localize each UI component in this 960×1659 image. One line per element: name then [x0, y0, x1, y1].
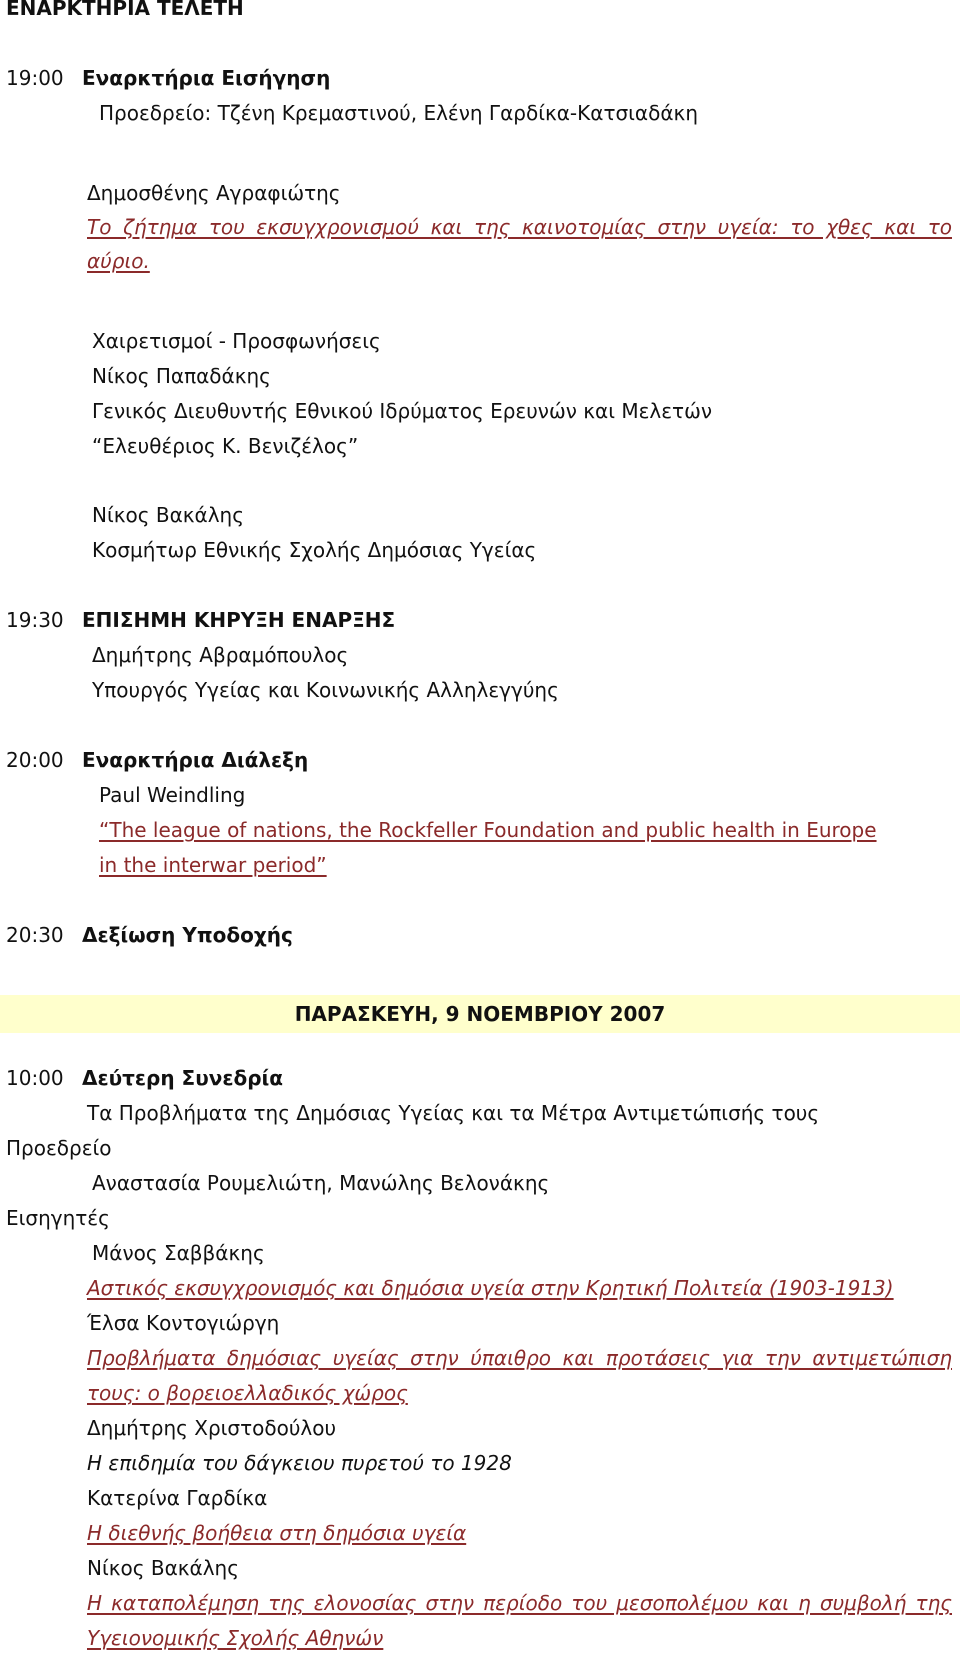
speaker-name: Δημοσθένης Αγραφιώτης — [87, 181, 341, 205]
section-heading: ΕΝΑΡΚΤΗΡΙΑ ΤΕΛΕΤΗ — [6, 0, 244, 20]
talk-title-link-cont[interactable]: τους: ο βορειοελλαδικός χώρος — [87, 1381, 408, 1405]
speaker-name: Paul Weindling — [99, 783, 246, 807]
talk-title-link-cont[interactable]: in the interwar period” — [99, 853, 327, 877]
schedule-item — [6, 923, 293, 947]
time-label: 20:30 — [6, 923, 64, 947]
schedule-item — [6, 66, 330, 90]
session-title: Εναρκτήρια Διάλεξη — [82, 748, 309, 772]
greeter-role: Κοσμήτωρ Εθνικής Σχολής Δημόσιας Υγείας — [92, 538, 537, 562]
schedule-item — [6, 608, 395, 632]
chair-line: Προεδρείο: Τζένη Κρεμαστινού, Ελένη Γαρδίκα-Κατσιαδάκη — [99, 101, 698, 125]
session-title: Εναρκτήρια Εισήγηση — [82, 66, 331, 90]
greeter-name: Νίκος Παπαδάκης — [92, 364, 271, 388]
time-label: 10:00 — [6, 1066, 64, 1090]
talk-title-link[interactable]: Το ζήτημα του εκσυγχρονισμού και της καινοτομίας στην υγεία: το χθες και το — [87, 215, 952, 239]
greeter-role: Γενικός Διευθυντής Εθνικού Ιδρύματος Ερευνών και Μελετών — [92, 399, 713, 423]
time-label: 19:30 — [6, 608, 64, 632]
greeter-name: Νίκος Βακάλης — [92, 503, 244, 527]
talk-title-link[interactable]: Αστικός εκσυγχρονισμός και δημόσια υγεία στην Κρητική Πολιτεία (1903-1913) — [87, 1276, 894, 1300]
chair-label: Προεδρείο — [6, 1136, 112, 1160]
session-title: ΕΠΙΣΗΜΗ ΚΗΡΥΞΗ ΕΝΑΡΞΗΣ — [82, 608, 396, 632]
talk-title-link-cont[interactable]: αύριο. — [87, 249, 150, 273]
time-label: 20:00 — [6, 748, 64, 772]
speaker-name: Κατερίνα Γαρδίκα — [87, 1486, 268, 1510]
talk-title-link-cont[interactable]: Υγειονομικής Σχολής Αθηνών — [87, 1626, 384, 1650]
day-banner-text: ΠΑΡΑΣΚΕΥΗ, 9 ΝΟΕΜΒΡΙΟΥ 2007 — [294, 1002, 666, 1026]
talk-title-link[interactable]: “The league of nations, the Rockfeller Foundation and public health in Europe — [99, 818, 877, 842]
talk-title: Η επιδημία του δάγκειου πυρετού το 1928 — [87, 1451, 512, 1475]
speaker-name: Νίκος Βακάλης — [87, 1556, 239, 1580]
talk-title-link[interactable]: Προβλήματα δημόσιας υγείας στην ύπαιθρο και προτάσεις για την αντιμετώπιση — [87, 1346, 952, 1370]
session-title: Δεξίωση Υποδοχής — [82, 923, 293, 947]
schedule-item — [6, 748, 308, 772]
session-subtitle: Τα Προβλήματα της Δημόσιας Υγείας και τα Μέτρα Αντιμετώπισής τους — [87, 1101, 820, 1125]
speaker-name: Μάνος Σαββάκης — [92, 1241, 265, 1265]
time-label: 19:00 — [6, 66, 64, 90]
speaker-name: Δημήτρης Χριστοδούλου — [87, 1416, 337, 1440]
greetings-label: Χαιρετισμοί - Προσφωνήσεις — [92, 329, 381, 353]
greeter-role-cont: “Ελευθέριος Κ. Βενιζέλος” — [92, 434, 359, 458]
chair-names: Αναστασία Ρουμελιώτη, Μανώλης Βελονάκης — [92, 1171, 550, 1195]
talk-title-link[interactable]: Η διεθνής βοήθεια στη δημόσια υγεία — [87, 1521, 467, 1545]
session-title: Δεύτερη Συνεδρία — [82, 1066, 284, 1090]
schedule-item — [6, 1066, 283, 1090]
official-role: Υπουργός Υγείας και Κοινωνικής Αλληλεγγύης — [92, 678, 559, 702]
speaker-name: Έλσα Κοντογιώργη — [87, 1311, 280, 1335]
official-name: Δημήτρης Αβραμόπουλος — [92, 643, 349, 667]
speakers-label: Εισηγητές — [6, 1206, 110, 1230]
talk-title-link[interactable]: Η καταπολέμηση της ελονοσίας στην περίοδο του μεσοπολέμου και η συμβολή της — [87, 1591, 952, 1615]
